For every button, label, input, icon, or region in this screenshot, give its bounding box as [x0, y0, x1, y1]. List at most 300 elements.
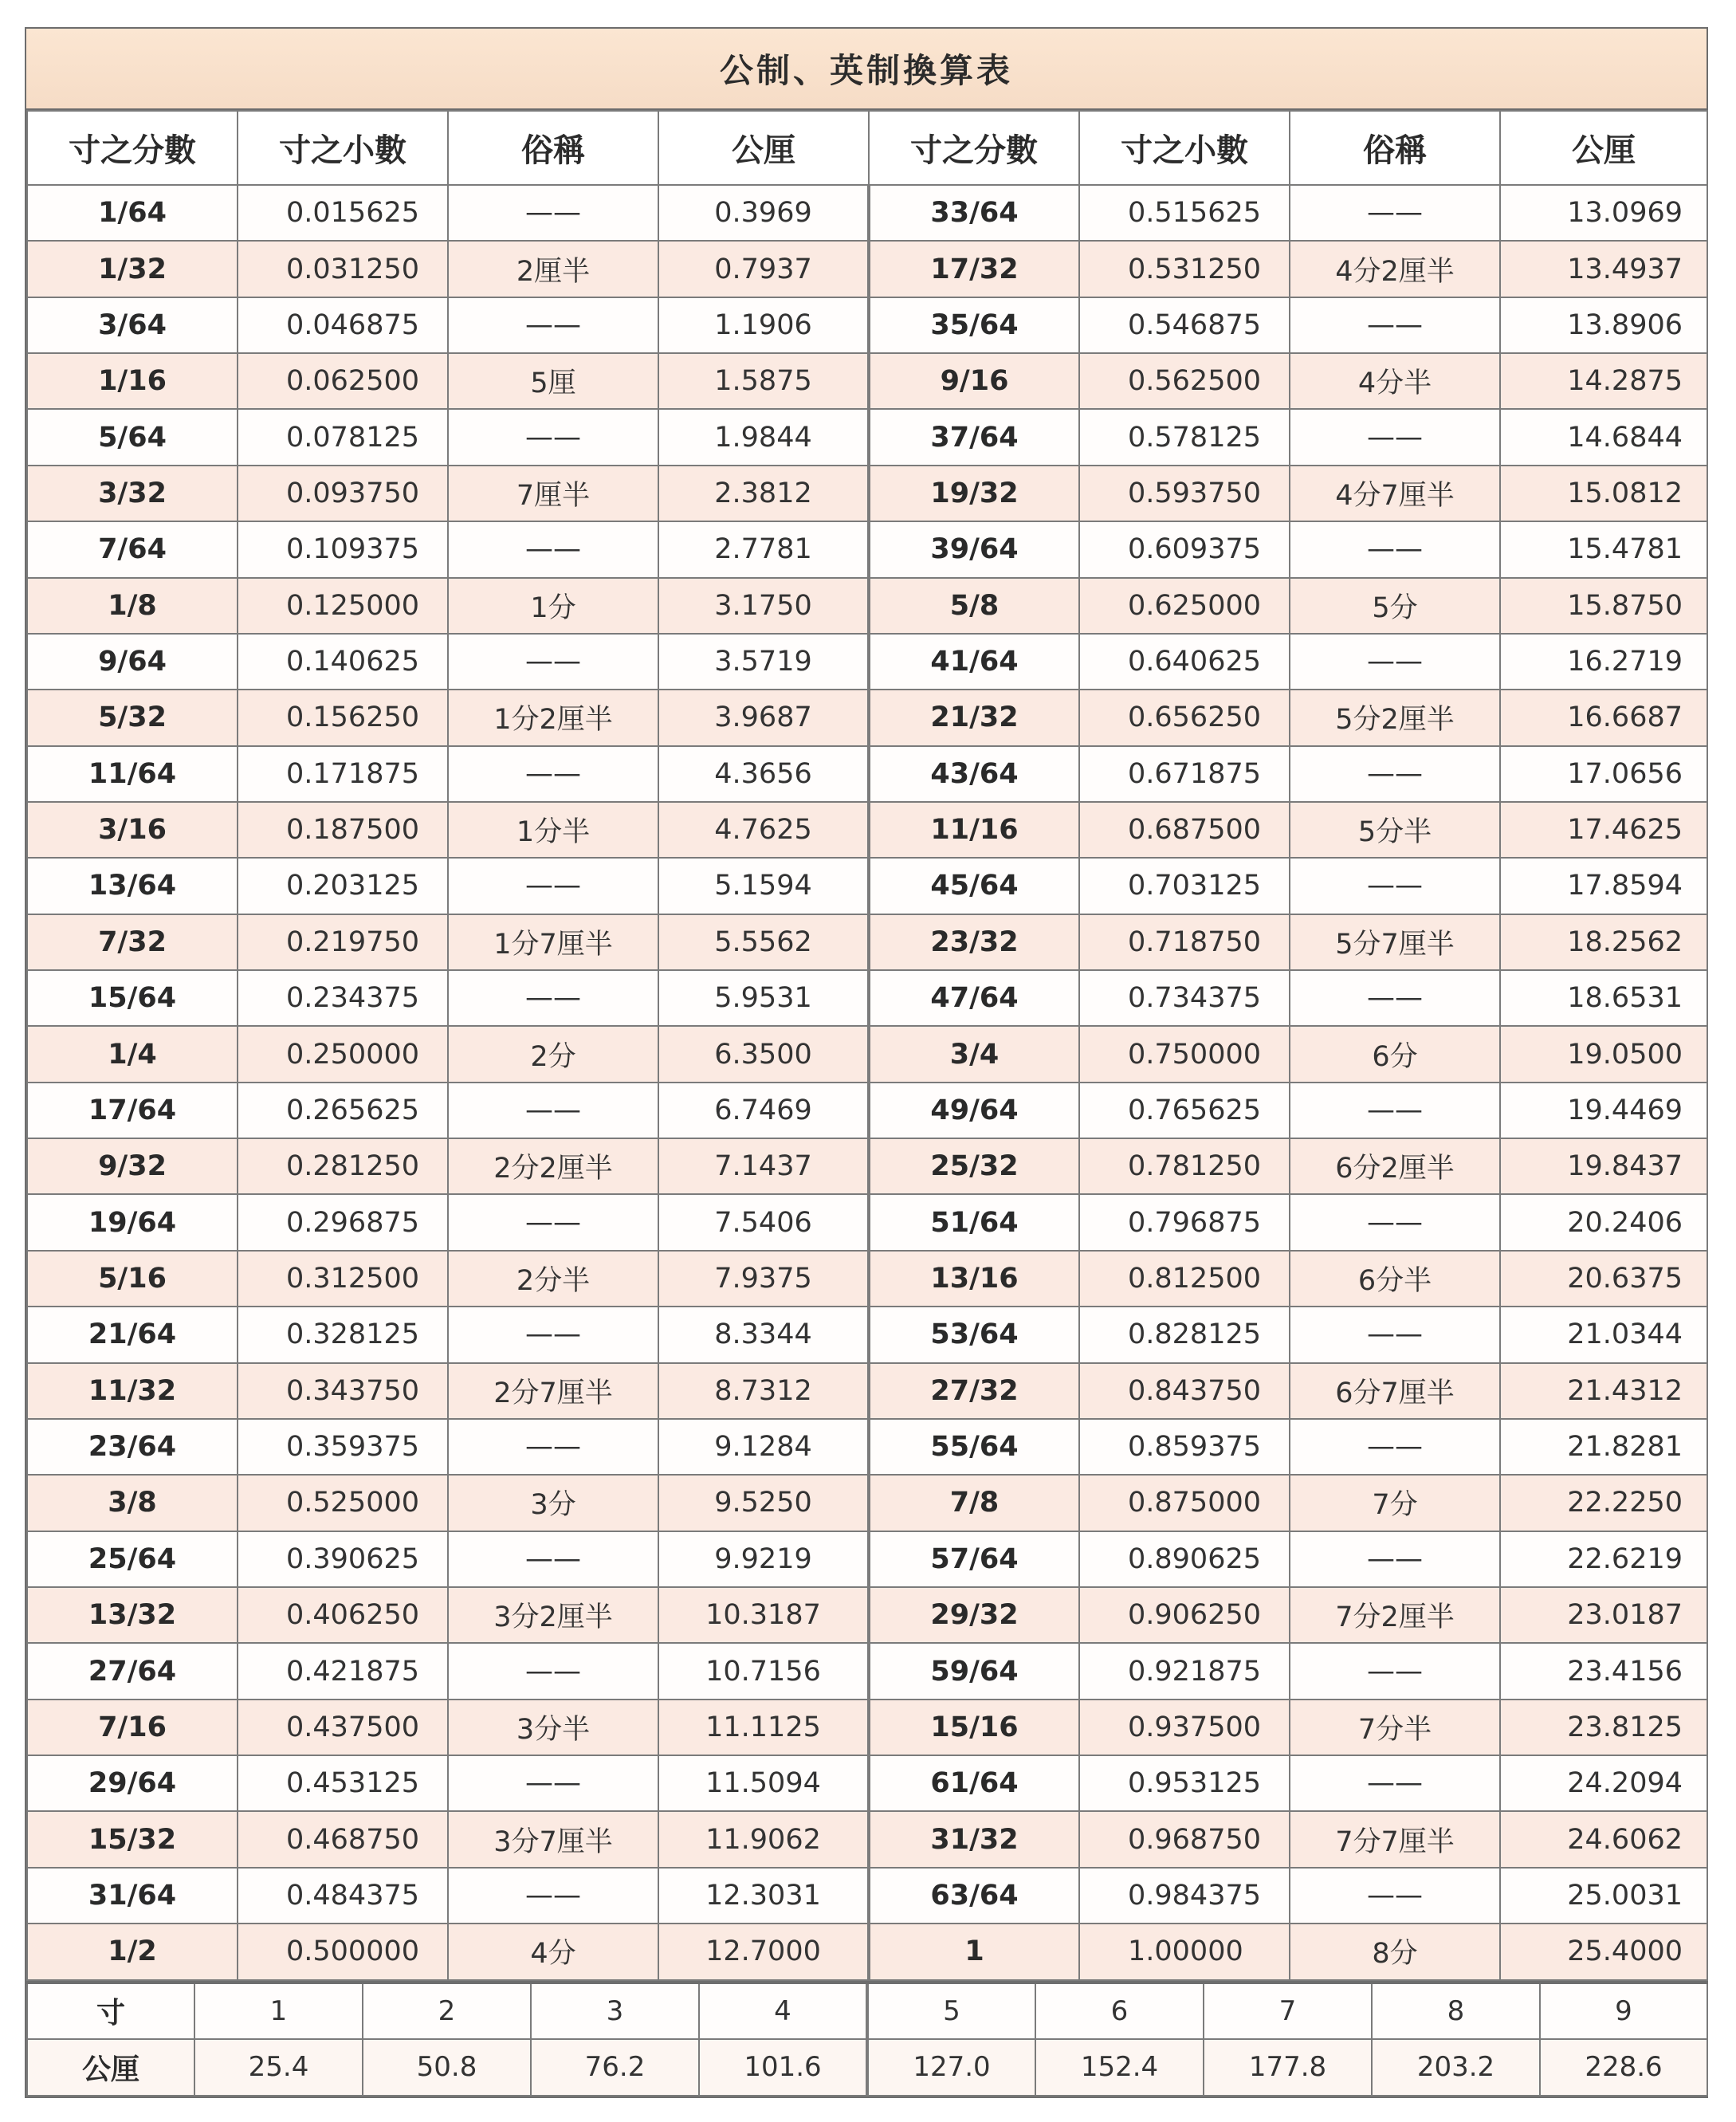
table-body	[27, 185, 1707, 1980]
mm-value: 127.0	[867, 2039, 1035, 2096]
nickname-cell-left: ——	[448, 1194, 658, 1250]
mm-cell-right: 15.8750	[1500, 578, 1707, 634]
mm-cell-right: 25.4000	[1500, 1924, 1707, 1979]
table-row	[27, 802, 1707, 858]
fraction-cell-right: 17/32	[869, 241, 1079, 297]
decimal-cell-left: 0.421875	[238, 1643, 448, 1699]
fraction-cell-right: 39/64	[869, 521, 1079, 577]
fraction-cell-left: 9/32	[27, 1138, 238, 1194]
nickname-cell-right: 7分7厘半	[1290, 1811, 1500, 1867]
nickname-cell-left: 1分2厘半	[448, 690, 658, 745]
nickname-cell-left: ——	[448, 858, 658, 914]
mm-cell-left: 5.9531	[658, 970, 869, 1026]
mm-label: 公厘	[27, 2039, 194, 2096]
mm-cell-right: 14.2875	[1500, 353, 1707, 409]
mm-cell-left: 5.5562	[658, 914, 869, 970]
nickname-cell-right: 8分	[1290, 1924, 1500, 1979]
decimal-cell-right: 0.984375	[1079, 1868, 1290, 1924]
decimal-cell-right: 0.593750	[1079, 466, 1290, 521]
nickname-cell-left: 2分半	[448, 1251, 658, 1307]
nickname-cell-left: ——	[448, 1643, 658, 1699]
mm-cell-right: 21.4312	[1500, 1363, 1707, 1419]
table-row	[27, 185, 1707, 241]
fraction-cell-left: 31/64	[27, 1868, 238, 1924]
fraction-cell-left: 5/16	[27, 1251, 238, 1307]
nickname-cell-left: 3分半	[448, 1700, 658, 1755]
fraction-cell-left: 3/8	[27, 1475, 238, 1531]
decimal-cell-right: 0.828125	[1079, 1307, 1290, 1362]
fraction-cell-right: 9/16	[869, 353, 1079, 409]
decimal-cell-right: 0.734375	[1079, 970, 1290, 1026]
decimal-cell-right: 0.687500	[1079, 802, 1290, 858]
nickname-cell-right: 7分半	[1290, 1700, 1500, 1755]
mm-cell-left: 5.1594	[658, 858, 869, 914]
mm-cell-left: 4.3656	[658, 746, 869, 802]
fraction-cell-left: 15/32	[27, 1811, 238, 1867]
table-row	[27, 409, 1707, 465]
mm-value: 228.6	[1540, 2039, 1707, 2096]
nickname-cell-right: ——	[1290, 1307, 1500, 1362]
mm-cell-left: 2.7781	[658, 521, 869, 577]
mm-cell-right: 18.2562	[1500, 914, 1707, 970]
nickname-cell-right: 5分7厘半	[1290, 914, 1500, 970]
inch-value: 8	[1372, 1982, 1540, 2039]
nickname-cell-left: 2分2厘半	[448, 1138, 658, 1194]
fraction-cell-left: 19/64	[27, 1194, 238, 1250]
inch-value: 1	[194, 1982, 363, 2039]
nickname-cell-right: 4分7厘半	[1290, 466, 1500, 521]
mm-cell-left: 8.3344	[658, 1307, 869, 1362]
nickname-cell-right: ——	[1290, 970, 1500, 1026]
nickname-cell-left: 5厘	[448, 353, 658, 409]
mm-cell-left: 7.9375	[658, 1251, 869, 1307]
table-row	[27, 1924, 1707, 1979]
header-row	[27, 111, 1707, 185]
decimal-cell-left: 0.140625	[238, 634, 448, 690]
nickname-cell-left: 3分7厘半	[448, 1811, 658, 1867]
mm-cell-right: 13.0969	[1500, 185, 1707, 241]
mm-cell-left: 11.5094	[658, 1755, 869, 1811]
table-row	[27, 1531, 1707, 1587]
nickname-cell-right: ——	[1290, 1194, 1500, 1250]
nickname-cell-left: 2分7厘半	[448, 1363, 658, 1419]
decimal-cell-right: 0.656250	[1079, 690, 1290, 745]
decimal-cell-right: 0.843750	[1079, 1363, 1290, 1419]
mm-cell-right: 13.4937	[1500, 241, 1707, 297]
decimal-cell-left: 0.156250	[238, 690, 448, 745]
mm-cell-right: 24.6062	[1500, 1811, 1707, 1867]
fraction-cell-left: 23/64	[27, 1419, 238, 1475]
decimal-cell-right: 0.609375	[1079, 521, 1290, 577]
mm-cell-left: 1.5875	[658, 353, 869, 409]
fraction-cell-right: 51/64	[869, 1194, 1079, 1250]
decimal-cell-right: 0.718750	[1079, 914, 1290, 970]
table-row	[27, 1194, 1707, 1250]
mm-cell-left: 7.1437	[658, 1138, 869, 1194]
table-row	[27, 1307, 1707, 1362]
nickname-cell-right: 6分7厘半	[1290, 1363, 1500, 1419]
mm-cell-right: 25.0031	[1500, 1868, 1707, 1924]
fraction-cell-right: 25/32	[869, 1138, 1079, 1194]
mm-cell-left: 11.9062	[658, 1811, 869, 1867]
nickname-cell-left: 1分	[448, 578, 658, 634]
decimal-cell-right: 0.859375	[1079, 1419, 1290, 1475]
mm-cell-right: 16.6687	[1500, 690, 1707, 745]
nickname-cell-right: ——	[1290, 858, 1500, 914]
decimal-cell-right: 0.578125	[1079, 409, 1290, 465]
table-row	[27, 1755, 1707, 1811]
nickname-cell-right: ——	[1290, 746, 1500, 802]
table-row	[27, 1475, 1707, 1531]
decimal-cell-right: 0.703125	[1079, 858, 1290, 914]
header-nickname-right: 俗稱	[1290, 111, 1500, 185]
nickname-cell-right: ——	[1290, 1755, 1500, 1811]
mm-cell-left: 12.7000	[658, 1924, 869, 1979]
fraction-cell-right: 53/64	[869, 1307, 1079, 1362]
nickname-cell-right: ——	[1290, 185, 1500, 241]
inch-value: 9	[1540, 1982, 1707, 2039]
decimal-cell-left: 0.328125	[238, 1307, 448, 1362]
decimal-cell-left: 0.187500	[238, 802, 448, 858]
mm-cell-left: 3.1750	[658, 578, 869, 634]
nickname-cell-left: ——	[448, 746, 658, 802]
mm-cell-right: 15.4781	[1500, 521, 1707, 577]
table-row	[27, 746, 1707, 802]
fraction-cell-right: 21/32	[869, 690, 1079, 745]
mm-cell-right: 19.8437	[1500, 1138, 1707, 1194]
decimal-cell-left: 0.093750	[238, 466, 448, 521]
decimal-cell-left: 0.484375	[238, 1868, 448, 1924]
inch-value: 5	[867, 1982, 1035, 2039]
mm-cell-right: 14.6844	[1500, 409, 1707, 465]
nickname-cell-right: ——	[1290, 1083, 1500, 1138]
nickname-cell-left: ——	[448, 970, 658, 1026]
mm-cell-right: 17.4625	[1500, 802, 1707, 858]
fraction-cell-left: 1/32	[27, 241, 238, 297]
nickname-cell-left: 1分半	[448, 802, 658, 858]
fraction-cell-right: 13/16	[869, 1251, 1079, 1307]
inch-value: 7	[1204, 1982, 1372, 2039]
decimal-cell-right: 0.531250	[1079, 241, 1290, 297]
decimal-cell-left: 0.343750	[238, 1363, 448, 1419]
fraction-cell-right: 33/64	[869, 185, 1079, 241]
inch-value: 3	[531, 1982, 699, 2039]
decimal-cell-right: 0.640625	[1079, 634, 1290, 690]
decimal-cell-right: 0.765625	[1079, 1083, 1290, 1138]
mm-cell-left: 3.5719	[658, 634, 869, 690]
decimal-cell-right: 0.781250	[1079, 1138, 1290, 1194]
decimal-cell-right: 0.875000	[1079, 1475, 1290, 1531]
mm-cell-left: 0.7937	[658, 241, 869, 297]
nickname-cell-left: 1分7厘半	[448, 914, 658, 970]
mm-value: 152.4	[1035, 2039, 1204, 2096]
fraction-cell-left: 5/32	[27, 690, 238, 745]
decimal-cell-right: 1.00000	[1079, 1924, 1290, 1979]
fraction-cell-right: 35/64	[869, 297, 1079, 353]
mm-cell-right: 21.8281	[1500, 1419, 1707, 1475]
mm-cell-right: 20.6375	[1500, 1251, 1707, 1307]
fraction-cell-left: 1/64	[27, 185, 238, 241]
decimal-cell-right: 0.906250	[1079, 1587, 1290, 1643]
fraction-cell-right: 3/4	[869, 1026, 1079, 1082]
mm-cell-right: 24.2094	[1500, 1755, 1707, 1811]
fraction-cell-right: 59/64	[869, 1643, 1079, 1699]
fraction-cell-left: 5/64	[27, 409, 238, 465]
decimal-cell-left: 0.078125	[238, 409, 448, 465]
nickname-cell-right: ——	[1290, 634, 1500, 690]
mm-cell-left: 2.3812	[658, 466, 869, 521]
mm-cell-right: 19.4469	[1500, 1083, 1707, 1138]
decimal-cell-right: 0.796875	[1079, 1194, 1290, 1250]
mm-cell-right: 23.0187	[1500, 1587, 1707, 1643]
decimal-cell-left: 0.203125	[238, 858, 448, 914]
mm-value: 203.2	[1372, 2039, 1540, 2096]
fraction-cell-left: 3/64	[27, 297, 238, 353]
table-row	[27, 1138, 1707, 1194]
table-row	[27, 1643, 1707, 1699]
nickname-cell-left: ——	[448, 1755, 658, 1811]
decimal-cell-left: 0.015625	[238, 185, 448, 241]
mm-value: 50.8	[363, 2039, 531, 2096]
table-row	[27, 1868, 1707, 1924]
mm-cell-right: 21.0344	[1500, 1307, 1707, 1362]
nickname-cell-left: 3分2厘半	[448, 1587, 658, 1643]
nickname-cell-left: ——	[448, 634, 658, 690]
nickname-cell-right: 6分	[1290, 1026, 1500, 1082]
fraction-cell-left: 9/64	[27, 634, 238, 690]
table-row	[27, 241, 1707, 297]
decimal-cell-left: 0.031250	[238, 241, 448, 297]
mm-cell-left: 6.7469	[658, 1083, 869, 1138]
decimal-cell-left: 0.281250	[238, 1138, 448, 1194]
mm-cell-right: 18.6531	[1500, 970, 1707, 1026]
decimal-cell-right: 0.671875	[1079, 746, 1290, 802]
fraction-cell-right: 57/64	[869, 1531, 1079, 1587]
header-nickname-left: 俗稱	[448, 111, 658, 185]
inch-value: 6	[1035, 1982, 1204, 2039]
nickname-cell-left: ——	[448, 1868, 658, 1924]
table-row	[27, 690, 1707, 745]
table-row	[27, 1811, 1707, 1867]
decimal-cell-left: 0.312500	[238, 1251, 448, 1307]
nickname-cell-right: 7分	[1290, 1475, 1500, 1531]
mm-cell-right: 16.2719	[1500, 634, 1707, 690]
fraction-cell-left: 1/4	[27, 1026, 238, 1082]
table-row	[27, 466, 1707, 521]
decimal-cell-right: 0.890625	[1079, 1531, 1290, 1587]
fraction-cell-right: 7/8	[869, 1475, 1079, 1531]
decimal-cell-right: 0.953125	[1079, 1755, 1290, 1811]
fraction-cell-right: 63/64	[869, 1868, 1079, 1924]
decimal-cell-right: 0.515625	[1079, 185, 1290, 241]
fraction-cell-left: 17/64	[27, 1083, 238, 1138]
fraction-cell-right: 11/16	[869, 802, 1079, 858]
nickname-cell-right: 5分2厘半	[1290, 690, 1500, 745]
inch-value: 2	[363, 1982, 531, 2039]
fraction-cell-right: 49/64	[869, 1083, 1079, 1138]
table-row	[27, 1251, 1707, 1307]
mm-cell-left: 0.3969	[658, 185, 869, 241]
nickname-cell-right: ——	[1290, 521, 1500, 577]
mm-cell-left: 9.1284	[658, 1419, 869, 1475]
fraction-cell-left: 3/32	[27, 466, 238, 521]
mm-cell-left: 3.9687	[658, 690, 869, 745]
fraction-cell-right: 1	[869, 1924, 1079, 1979]
nickname-cell-left: ——	[448, 1307, 658, 1362]
header-fraction-left: 寸之分數	[27, 111, 238, 185]
decimal-cell-left: 0.359375	[238, 1419, 448, 1475]
nickname-cell-left: ——	[448, 297, 658, 353]
nickname-cell-right: 6分半	[1290, 1251, 1500, 1307]
fraction-cell-left: 1/8	[27, 578, 238, 634]
nickname-cell-left: 2分	[448, 1026, 658, 1082]
mm-cell-right: 13.8906	[1500, 297, 1707, 353]
decimal-cell-left: 0.525000	[238, 1475, 448, 1531]
decimal-cell-left: 0.453125	[238, 1755, 448, 1811]
nickname-cell-right: ——	[1290, 1643, 1500, 1699]
nickname-cell-left: ——	[448, 521, 658, 577]
decimal-cell-right: 0.625000	[1079, 578, 1290, 634]
nickname-cell-left: ——	[448, 185, 658, 241]
table-row	[27, 970, 1707, 1026]
decimal-cell-left: 0.296875	[238, 1194, 448, 1250]
mm-cell-left: 8.7312	[658, 1363, 869, 1419]
mm-value: 25.4	[194, 2039, 363, 2096]
table-row	[27, 1700, 1707, 1755]
decimal-cell-left: 0.125000	[238, 578, 448, 634]
mm-cell-left: 7.5406	[658, 1194, 869, 1250]
fraction-cell-left: 1/16	[27, 353, 238, 409]
decimal-cell-left: 0.219750	[238, 914, 448, 970]
nickname-cell-right: ——	[1290, 409, 1500, 465]
decimal-cell-left: 0.500000	[238, 1924, 448, 1979]
nickname-cell-left: 7厘半	[448, 466, 658, 521]
table-row	[27, 858, 1707, 914]
mm-cell-right: 15.0812	[1500, 466, 1707, 521]
fraction-cell-left: 11/32	[27, 1363, 238, 1419]
nickname-cell-right: ——	[1290, 1868, 1500, 1924]
mm-cell-left: 4.7625	[658, 802, 869, 858]
nickname-cell-left: ——	[448, 1419, 658, 1475]
mm-cell-right: 22.2250	[1500, 1475, 1707, 1531]
fraction-cell-right: 45/64	[869, 858, 1079, 914]
table-row	[27, 634, 1707, 690]
nickname-cell-right: ——	[1290, 1531, 1500, 1587]
fraction-cell-left: 11/64	[27, 746, 238, 802]
mm-cell-left: 1.1906	[658, 297, 869, 353]
fraction-cell-right: 47/64	[869, 970, 1079, 1026]
table-row	[27, 1363, 1707, 1419]
decimal-cell-left: 0.062500	[238, 353, 448, 409]
fraction-cell-right: 37/64	[869, 409, 1079, 465]
decimal-cell-left: 0.046875	[238, 297, 448, 353]
decimal-cell-left: 0.468750	[238, 1811, 448, 1867]
decimal-cell-left: 0.234375	[238, 970, 448, 1026]
fraction-cell-right: 27/32	[869, 1363, 1079, 1419]
decimal-cell-right: 0.812500	[1079, 1251, 1290, 1307]
nickname-cell-left: ——	[448, 409, 658, 465]
table-row	[27, 353, 1707, 409]
nickname-cell-right: 4分半	[1290, 353, 1500, 409]
table-row	[27, 1587, 1707, 1643]
fraction-cell-right: 23/32	[869, 914, 1079, 970]
header-decimal-right: 寸之小數	[1079, 111, 1290, 185]
fraction-cell-right: 31/32	[869, 1811, 1079, 1867]
mm-cell-right: 17.8594	[1500, 858, 1707, 914]
fraction-cell-right: 41/64	[869, 634, 1079, 690]
fraction-cell-left: 15/64	[27, 970, 238, 1026]
table-row	[27, 578, 1707, 634]
nickname-cell-left: 4分	[448, 1924, 658, 1979]
mm-row	[27, 2039, 1707, 2096]
fraction-cell-left: 7/32	[27, 914, 238, 970]
mm-cell-right: 23.8125	[1500, 1700, 1707, 1755]
table-row	[27, 914, 1707, 970]
fraction-cell-right: 43/64	[869, 746, 1079, 802]
decimal-cell-left: 0.406250	[238, 1587, 448, 1643]
mm-cell-left: 10.3187	[658, 1587, 869, 1643]
fraction-cell-right: 15/16	[869, 1700, 1079, 1755]
decimal-cell-left: 0.171875	[238, 746, 448, 802]
decimal-cell-left: 0.390625	[238, 1531, 448, 1587]
nickname-cell-left: ——	[448, 1083, 658, 1138]
decimal-cell-right: 0.562500	[1079, 353, 1290, 409]
mm-cell-right: 22.6219	[1500, 1531, 1707, 1587]
mm-cell-left: 9.9219	[658, 1531, 869, 1587]
mm-cell-right: 23.4156	[1500, 1643, 1707, 1699]
decimal-cell-left: 0.250000	[238, 1026, 448, 1082]
fraction-cell-left: 13/32	[27, 1587, 238, 1643]
decimal-cell-left: 0.265625	[238, 1083, 448, 1138]
page-title: 公制、英制換算表	[26, 29, 1707, 110]
fraction-cell-left: 21/64	[27, 1307, 238, 1362]
fraction-cell-right: 61/64	[869, 1755, 1079, 1811]
inch-mm-table	[26, 1981, 1708, 2096]
table-row	[27, 521, 1707, 577]
inch-label: 寸	[27, 1982, 194, 2039]
mm-cell-left: 12.3031	[658, 1868, 869, 1924]
fraction-cell-left: 13/64	[27, 858, 238, 914]
decimal-cell-right: 0.546875	[1079, 297, 1290, 353]
decimal-cell-left: 0.437500	[238, 1700, 448, 1755]
table-row	[27, 1026, 1707, 1082]
header-mm-right: 公厘	[1500, 111, 1707, 185]
mm-cell-right: 19.0500	[1500, 1026, 1707, 1082]
header-fraction-right: 寸之分數	[869, 111, 1079, 185]
inch-row	[27, 1982, 1707, 2039]
table-row	[27, 297, 1707, 353]
table-row	[27, 1083, 1707, 1138]
decimal-cell-right: 0.968750	[1079, 1811, 1290, 1867]
mm-value: 177.8	[1204, 2039, 1372, 2096]
conversion-table	[26, 110, 1708, 1981]
mm-cell-right: 17.0656	[1500, 746, 1707, 802]
mm-cell-left: 10.7156	[658, 1643, 869, 1699]
fraction-cell-right: 19/32	[869, 466, 1079, 521]
mm-cell-left: 11.1125	[658, 1700, 869, 1755]
decimal-cell-right: 0.750000	[1079, 1026, 1290, 1082]
nickname-cell-left: 2厘半	[448, 241, 658, 297]
nickname-cell-right: 4分2厘半	[1290, 241, 1500, 297]
nickname-cell-left: ——	[448, 1531, 658, 1587]
nickname-cell-right: ——	[1290, 297, 1500, 353]
decimal-cell-right: 0.921875	[1079, 1643, 1290, 1699]
fraction-cell-left: 1/2	[27, 1924, 238, 1979]
decimal-cell-right: 0.937500	[1079, 1700, 1290, 1755]
mm-cell-left: 6.3500	[658, 1026, 869, 1082]
fraction-cell-left: 25/64	[27, 1531, 238, 1587]
fraction-cell-left: 27/64	[27, 1643, 238, 1699]
